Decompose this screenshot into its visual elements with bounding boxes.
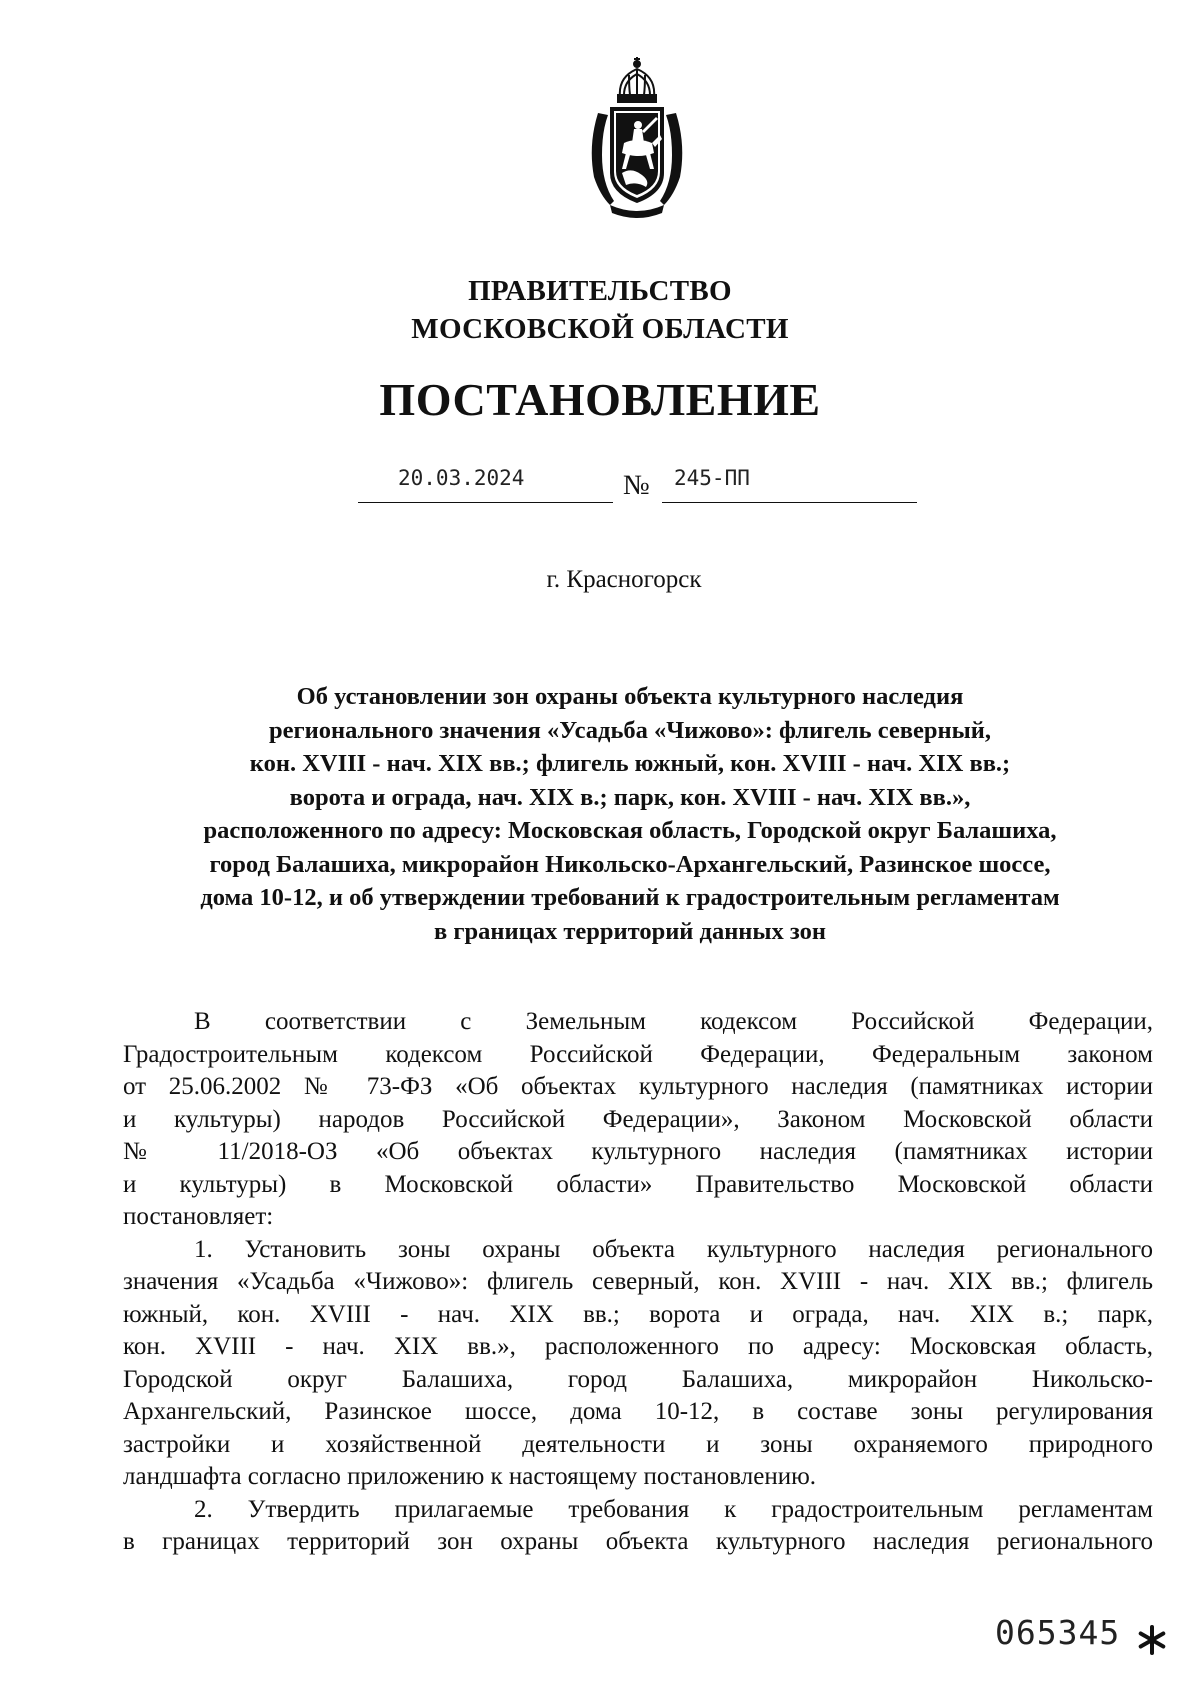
body-line: Градостроительным кодексом Российской Федерации, Федеральным законом [123, 1040, 1153, 1068]
body-line: 2. Утвердить прилагаемые требования к градостроительным регламентам [194, 1495, 1153, 1523]
number-field [662, 464, 917, 503]
subject-line: регионального значения «Усадьба «Чижово»: флигель северный, [268, 716, 991, 744]
body-line: и культуры) в Московской области» Правительство Московской области [123, 1170, 1153, 1198]
body-line: застройки и хозяйственной деятельности и зоны охраняемого природного [123, 1430, 1153, 1458]
number-sign: № [623, 470, 650, 501]
body-line: кон. XVIII - нач. XIX вв.», расположенного по адресу: Московская область, [123, 1333, 1153, 1360]
subject-line: город Балашиха, микрорайон Никольско-Архангельский, Разинское шоссе, [209, 850, 1051, 878]
body-line: В соответствии с Земельным кодексом Российской Федерации, [194, 1008, 1153, 1035]
coat-of-arms-icon [580, 55, 694, 220]
subject-line: в границах территорий данных зон [434, 917, 826, 945]
subject-line: ворота и ограда, нач. XIX в.; парк, кон. XVIII - нач. XIX вв.», [289, 783, 971, 811]
decree-body [123, 1006, 1153, 1559]
body-line: в границах территорий зон охраны объекта культурного наследия регионального [123, 1528, 1153, 1555]
body-line: от 25.06.2002 № 73-ФЗ «Об объектах культурного наследия (памятниках истории [123, 1073, 1153, 1100]
document-type-title: ПОСТАНОВЛЕНИЕ [379, 374, 821, 425]
government-name-line1: ПРАВИТЕЛЬСТВО [468, 275, 732, 307]
serial-number: 065345 [995, 1613, 1121, 1652]
body-line: значения «Усадьба «Чижово»: флигель северный, кон. XVIII - нач. XIX вв.; флигель [123, 1268, 1153, 1295]
subject-line: Об установлении зон охраны объекта культурного наследия [296, 683, 964, 710]
body-line: ландшафта согласно приложению к настоящему постановлению. [123, 1463, 817, 1490]
subject-line: кон. XVIII - нач. XIX вв.; флигель южный, кон. XVIII - нач. XIX вв.; [249, 750, 1011, 777]
body-line: № 11/2018-ОЗ «Об объектах культурного наследия (памятниках истории [123, 1138, 1153, 1165]
date-value: 20.03.2024 [398, 466, 525, 490]
number-value: 245-ПП [674, 466, 750, 490]
date-field [358, 464, 613, 503]
body-line: 1. Установить зоны охраны объекта культурного наследия регионального [194, 1235, 1153, 1263]
body-line: Архангельский, Разинское шоссе, дома 10-12, в составе зоны регулирования [123, 1398, 1153, 1425]
decree-subject [120, 680, 1140, 948]
government-name [0, 272, 1200, 348]
asterisk-icon [1136, 1624, 1168, 1656]
body-line: Городской округ Балашиха, город Балашиха, микрорайон Никольско- [123, 1365, 1153, 1393]
city-label: г. Красногорск [546, 566, 702, 593]
government-name-line2: МОСКОВСКОЙ ОБЛАСТИ [411, 313, 789, 345]
body-line: и культуры) народов Российской Федерации», Законом Московской области [123, 1105, 1153, 1133]
subject-line: расположенного по адресу: Московская область, Городской округ Балашиха, [203, 817, 1057, 844]
body-line: постановляет: [123, 1203, 274, 1230]
subject-line: дома 10-12, и об утверждении требований к градостроительным регламентам [200, 884, 1060, 911]
body-line: южный, кон. XVIII - нач. XIX вв.; ворота и ограда, нач. XIX в.; парк, [123, 1300, 1153, 1328]
